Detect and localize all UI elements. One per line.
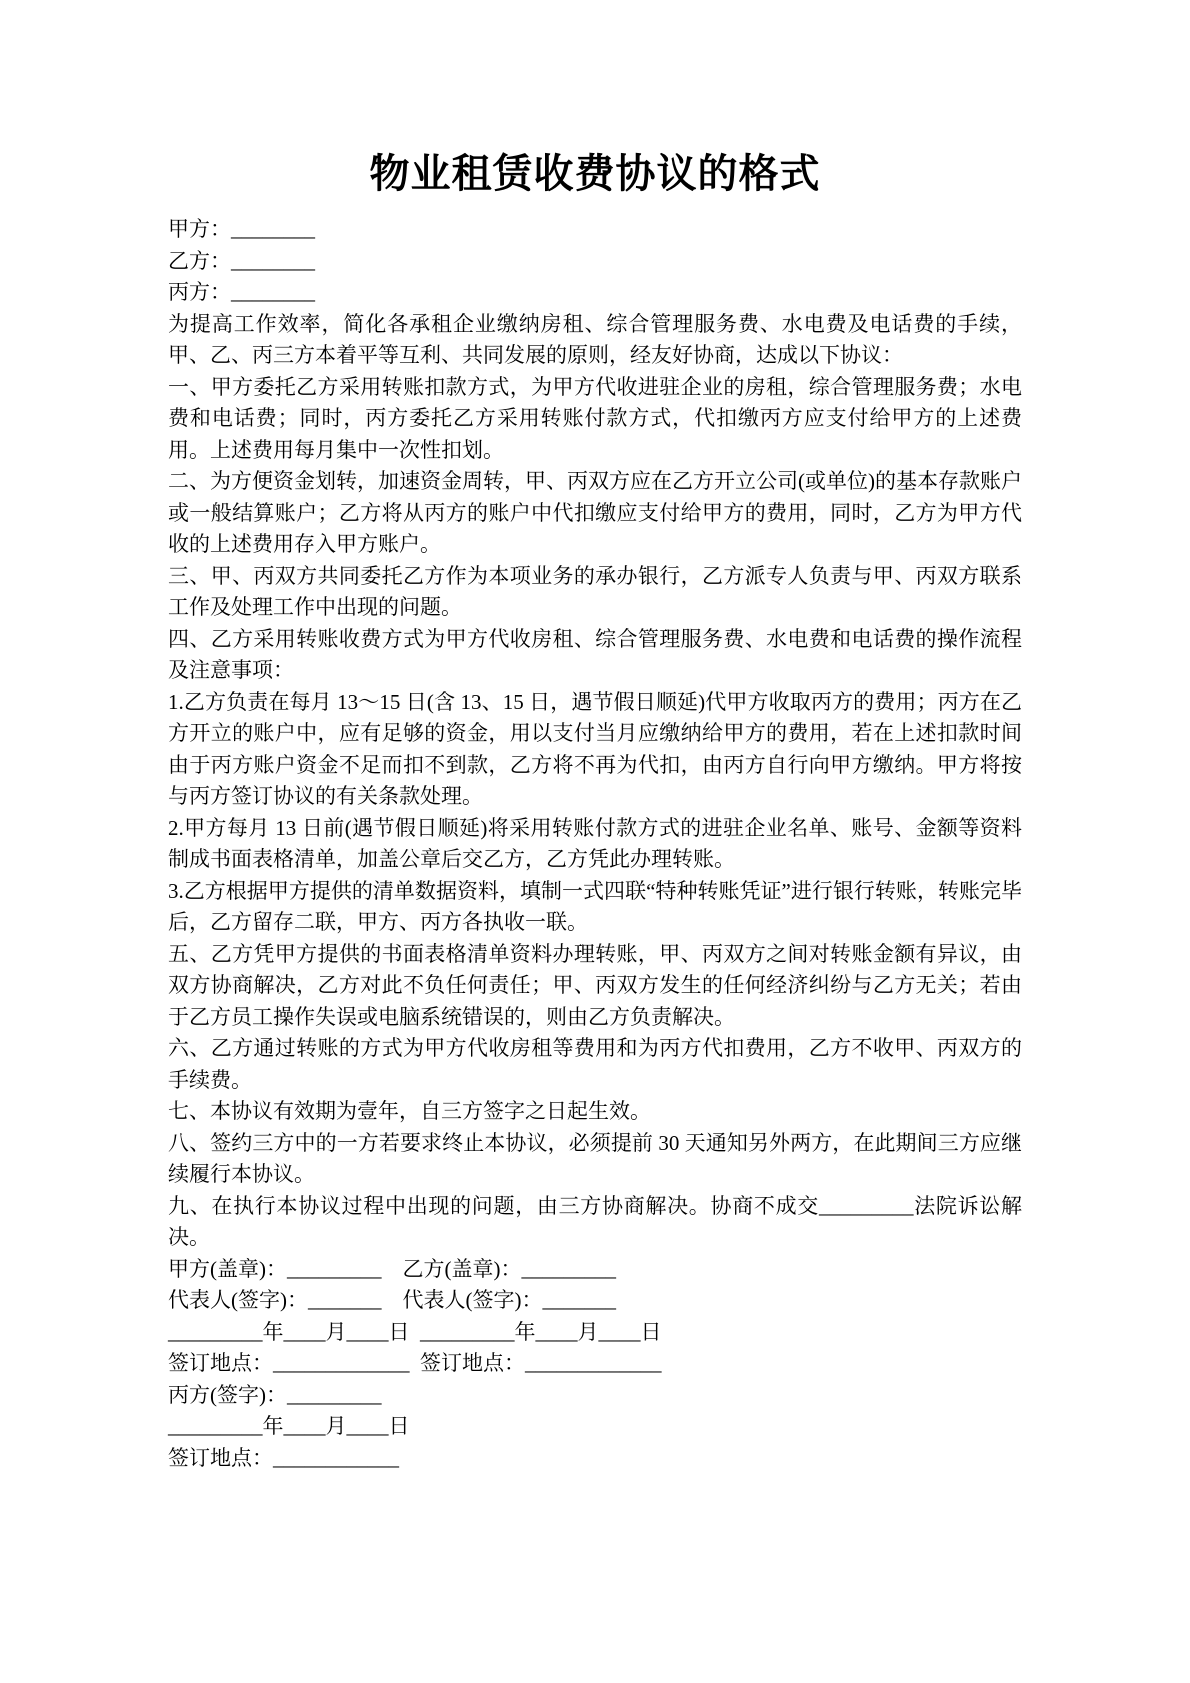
- subclause-4-1: 1.乙方负责在每月 13～15 日(含 13、15 日，遇节假日顺延)代甲方收取丙方的费用；丙方在乙方开立的账户中，应有足够的资金，用以支付当月应缴纳给甲方的费用，若在上述扣款时间由于丙方账户资金不足而扣不到款，乙方将不再为代扣，由丙方自行向甲方缴纳。甲方将按与丙方签订协议的有关条款处理。: [168, 689, 1022, 808]
- party-c-sign-line: 丙方(签字)：_________: [168, 1382, 382, 1407]
- clause-1: 一、甲方委托乙方采用转账扣款方式，为甲方代收进驻企业的房租，综合管理服务费；水电费和电话费；同时，丙方委托乙方采用转账付款方式，代扣缴丙方应支付给甲方的上述费用。上述费用每月集中一次性扣划。: [168, 374, 1022, 462]
- clause-4: 四、乙方采用转账收费方式为甲方代收房租、综合管理服务费、水电费和电话费的操作流程及注意事项：: [168, 626, 1022, 682]
- document-title: 物业租赁收费协议的格式: [369, 151, 821, 196]
- clause-2: 二、为方便资金划转，加速资金周转，甲、丙双方应在乙方开立公司(或单位)的基本存款账户或一般结算账户；乙方将从丙方的账户中代扣缴应支付给甲方的费用，同时，乙方为甲方代收的上述费用存入甲方账户。: [168, 469, 1022, 556]
- clause-8: 八、签约三方中的一方若要求终止本协议，必须提前 30 天通知另外两方，在此期间三方应继续履行本协议。: [168, 1130, 1022, 1186]
- intro-paragraph: 为提高工作效率，简化各承租企业缴纳房租、综合管理服务费、水电费及电话费的手续，甲、乙、丙三方本着平等互利、共同发展的原则，经友好协商，达成以下协议：: [168, 311, 1022, 367]
- party-line-a: 甲方：________: [168, 217, 315, 241]
- clause-9: 九、在执行本协议过程中出现的问题，由三方协商解决。协商不成交_________法院诉讼解决。: [168, 1193, 1022, 1249]
- clause-6: 六、乙方通过转账的方式为甲方代收房租等费用和为丙方代扣费用，乙方不收甲、丙双方的手续费。: [168, 1036, 1022, 1092]
- clause-5: 五、乙方凭甲方提供的书面表格清单资料办理转账，甲、丙双方之间对转账金额有异议，由双方协商解决，乙方对此不负任何责任；甲、丙双方发生的任何经济纠纷与乙方无关；若由于乙方员工操作失误或电脑系统错误的，则由乙方负责解决。: [168, 941, 1022, 1029]
- party-line-b: 乙方：________: [168, 248, 315, 273]
- seal-line-parties-ab: 甲方(盖章)：_________ 乙方(盖章)：_________: [168, 1256, 616, 1281]
- representative-sign-line: 代表人(签字)：_______ 代表人(签字)：_______: [168, 1288, 616, 1312]
- date-line-parties-ab: _________年____月____日 _________年____月____日: [168, 1319, 662, 1344]
- subclause-4-3: 3.乙方根据甲方提供的清单数据资料，填制一式四联“特种转账凭证”进行银行转账，转账完毕后，乙方留存二联，甲方、丙方各执收一联。: [168, 878, 1022, 934]
- date-line-party-c: _________年____月____日: [168, 1414, 410, 1438]
- clause-7: 七、本协议有效期为壹年，自三方签字之日起生效。: [168, 1099, 651, 1123]
- subclause-4-2: 2.甲方每月 13 日前(遇节假日顺延)将采用转账付款方式的进驻企业名单、账号、金额等资料制成书面表格清单，加盖公章后交乙方，乙方凭此办理转账。: [168, 815, 1022, 871]
- signing-place-line-c: 签订地点：____________: [168, 1445, 399, 1470]
- clause-3: 三、甲、丙双方共同委托乙方作为本项业务的承办银行，乙方派专人负责与甲、丙双方联系工作及处理工作中出现的问题。: [168, 563, 1022, 619]
- party-line-c: 丙方：________: [168, 280, 315, 304]
- signing-place-line-ab: 签订地点：_____________ 签订地点：_____________: [168, 1351, 662, 1375]
